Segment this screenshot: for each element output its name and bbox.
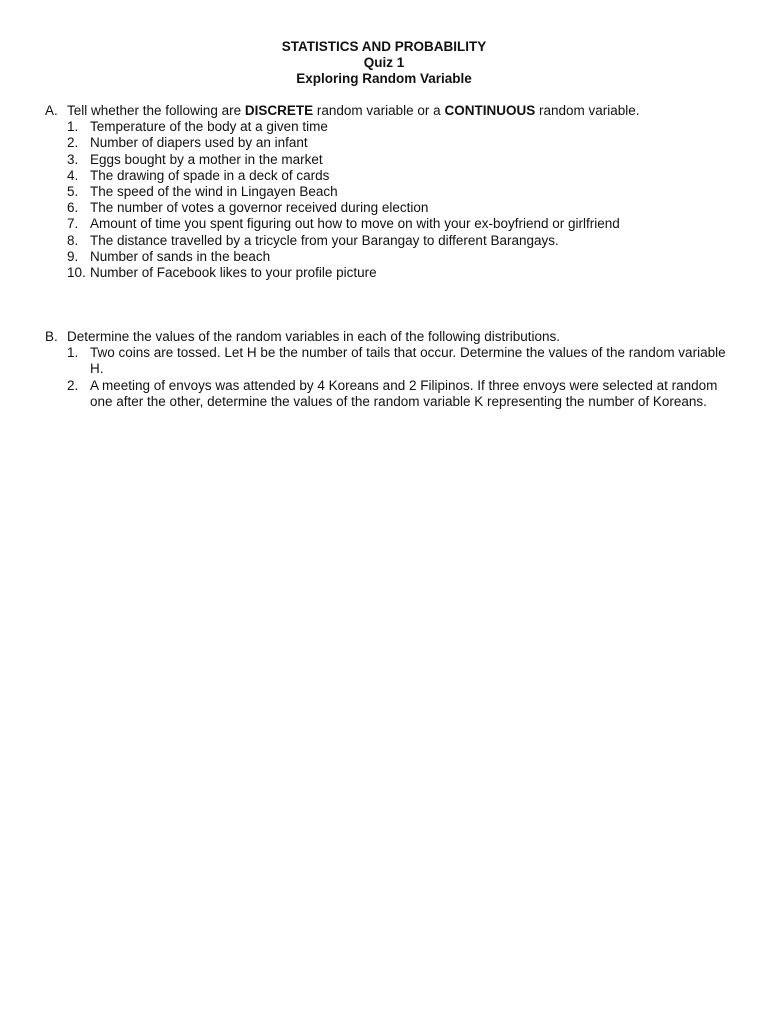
section-b-items [67,345,735,410]
list-item [67,378,735,410]
item-text: The number of votes a governor received during election [90,200,429,216]
item-number: 2. [67,377,79,393]
list-item [67,345,735,377]
item-text: Amount of time you spent figuring out how to move on with your ex-boyfriend or girlfriend [90,216,620,232]
list-item [67,216,735,232]
list-item [67,184,735,200]
section-b-letter: B. [45,329,58,344]
discrete-keyword: DISCRETE [244,103,314,118]
section-a-items-wrapper [45,119,735,281]
item-number: 4. [67,167,79,183]
list-item [67,168,735,184]
instruction-text: random variable or a [313,103,445,118]
item-number: 2. [67,135,79,151]
item-text: Eggs bought by a mother in the market [90,151,323,167]
item-text: Number of sands in the beach [90,248,271,264]
item-text: Number of Facebook likes to your profile picture [90,265,377,281]
item-text: The distance travelled by a tricycle from your Barangay to different Barangays. [90,232,559,248]
section-a-items [67,119,735,281]
list-item [67,233,735,249]
item-number: 3. [67,151,79,167]
item-number: 7. [67,216,79,232]
item-number: 6. [67,200,79,216]
continuous-keyword: CONTINUOUS [444,103,536,118]
item-number: 5. [67,184,79,200]
instruction-text: Determine the values of the random variables in each of the following distributions. [67,329,561,344]
section-a-letter: A. [45,103,58,118]
item-number: 8. [67,232,79,248]
section-a-instruction [45,103,735,119]
document-subtitle: Exploring Random Variable [296,71,472,87]
list-item [67,249,735,265]
document-title: STATISTICS AND PROBABILITY [281,39,487,54]
item-text: The speed of the wind in Lingayen Beach [90,184,338,200]
section-b [45,329,735,410]
item-text: The drawing of spade in a deck of cards [90,167,330,183]
item-text: Temperature of the body at a given time [90,119,328,135]
quiz-label: Quiz 1 [363,55,405,71]
item-text: A meeting of envoys was attended by 4 Koreans and 2 Filipinos. If three envoys were selected at random one after the other, determine the values of the random variable K representing the number of Koreans. [90,377,718,409]
section-a [45,103,735,281]
document-header [0,39,768,88]
item-number: 10. [67,265,86,281]
item-text: Number of diapers used by an infant [90,135,308,151]
item-number: 1. [67,345,79,361]
list-item [67,200,735,216]
list-item [67,119,735,135]
instruction-text: random variable. [535,103,640,118]
item-number: 9. [67,248,79,264]
item-number: 1. [67,119,79,135]
instruction-text: Tell whether the following are [67,103,245,118]
list-item [67,265,735,281]
section-b-instruction [45,329,735,345]
list-item [67,152,735,168]
section-b-items-wrapper [45,345,735,410]
list-item [67,135,735,151]
item-text: Two coins are tossed. Let H be the number of tails that occur. Determine the values of the random variable H. [90,345,726,377]
